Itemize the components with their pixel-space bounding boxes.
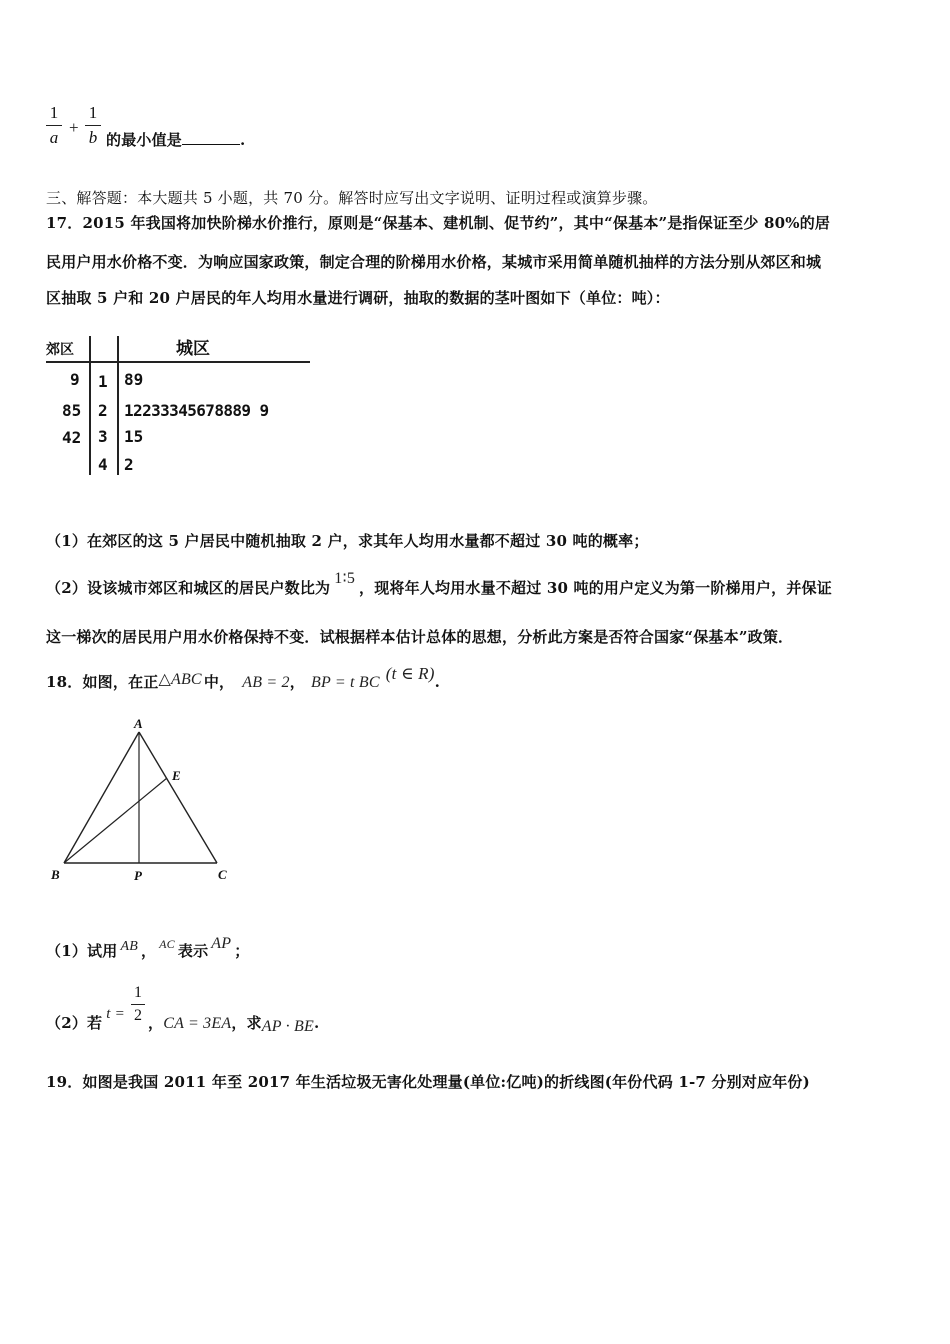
q18-intro-b: 中， — [203, 673, 235, 691]
stemleaf-right-header: 城区 — [176, 339, 210, 359]
q17-part2-a: （2）设该城市郊区和城区的居民户数比为 — [46, 579, 331, 597]
vec-ap: AP — [211, 935, 232, 952]
fraction-one-over-b — [85, 103, 101, 148]
stemleaf-row-1-left: 9 — [70, 370, 80, 389]
side-ab — [64, 732, 139, 863]
t-in-r: (t ∈ R) — [385, 664, 435, 683]
q18-intro-a: 18．如图，在正 — [46, 673, 159, 691]
q18-part1 — [46, 935, 250, 961]
q18-part2-rest — [148, 1012, 319, 1033]
frac2-num: 1 — [88, 103, 98, 122]
stemleaf-row-2-right: 12233345678889 9 — [124, 401, 269, 420]
label-c: C — [218, 867, 227, 882]
q18-comma: ， — [289, 673, 305, 691]
section3-heading: 三、解答题：本大题共 5 小题，共 70 分。解答时应写出文字说明、证明过程或演算步骤。 — [46, 189, 658, 207]
q17-part2-line1 — [46, 570, 832, 598]
min-value-text: 的最小值是 — [106, 131, 183, 149]
stemleaf-row-3-right: 15 — [124, 427, 144, 446]
fraction-one-half — [131, 984, 145, 1025]
stemleaf-row-4-right: 2 — [124, 455, 134, 474]
bp-eq: BP = t BC — [310, 674, 380, 691]
q17-part2-line2: 这一梯次的居民用户用水价格保持不变．试根据样本估计总体的思想，分析此方案是否符合国家“保基本”政策． — [46, 628, 794, 646]
q18-part1-sep: ， — [140, 942, 157, 960]
half-num: 1 — [134, 984, 142, 1001]
vec-ab: AB — [120, 939, 138, 954]
fraction-one-over-a — [46, 103, 62, 148]
q17-part2-b: ，现将年人均用水量不超过 30 吨的用户定义为第一阶梯用户，并保证 — [359, 579, 832, 597]
t-equals: t = — [106, 1006, 125, 1022]
q17-line1: 17．2015 年我国将加快阶梯水价推行，原则是“保基本、建机制、促节约”，其中“保基本”是指保证至少 80%的居 — [46, 214, 831, 232]
ab-eq: AB = 2 — [242, 674, 290, 691]
stemleaf-row-4-stem: 4 — [98, 455, 108, 474]
q18-part2-c: ，求 — [231, 1014, 262, 1032]
frac1-num: 1 — [49, 103, 59, 122]
q18-intro — [46, 664, 441, 692]
label-b: B — [51, 867, 60, 882]
stemleaf-left-header: 郊区 — [46, 342, 74, 358]
stemleaf-row-1-right: 89 — [124, 370, 144, 389]
half-den: 2 — [134, 1007, 142, 1024]
stemleaf-row-1-stem: 1 — [98, 372, 108, 391]
label-e: E — [172, 768, 181, 783]
q18-part2 — [46, 1006, 125, 1033]
min-value-end: . — [240, 131, 246, 149]
triangle-abc: △ABC — [158, 671, 202, 688]
side-ac — [139, 732, 217, 863]
frac2-den: b — [88, 128, 98, 147]
plus-sign: + — [69, 118, 79, 137]
frac1-den: a — [49, 128, 59, 147]
label-p: P — [134, 868, 142, 883]
q19-line1: 19．如图是我国 2011 年至 2017 年生活垃圾无害化处理量(单位:亿吨)的折线图(年份代码 1-7 分别对应年份) — [46, 1073, 810, 1091]
vec-ac: AC — [159, 937, 175, 951]
q17-line2: 民用户用水价格不变．为响应国家政策，制定合理的阶梯用水价格，某城市采用简单随机抽样的方法分别从郊区和城 — [46, 253, 822, 271]
q18-part1-a: （1）试用 — [46, 942, 118, 960]
ca-eq: CA = 3EA — [163, 1015, 232, 1032]
answer-blank — [182, 130, 240, 145]
q18-part2-end: . — [313, 1014, 320, 1032]
triangle-figure — [40, 710, 250, 890]
q17-line3: 区抽取 5 户和 20 户居民的年人均用水量进行调研，抽取的数据的茎叶图如下（单位：吨）： — [46, 289, 670, 307]
q18-part2-b: ， — [148, 1014, 164, 1032]
stemleaf-row-2-left: 85 — [62, 401, 82, 420]
q18-part2-a: （2）若 — [46, 1014, 103, 1032]
stemleaf-row-3-left: 42 — [62, 428, 82, 447]
q17-part1: （1）在郊区的这 5 户居民中随机抽取 2 户，求其年人均用水量都不超过 30 吨的概率； — [46, 532, 649, 550]
min-value-question — [106, 129, 245, 150]
stemleaf-row-3-stem: 3 — [98, 427, 108, 446]
stemleaf-row-2-stem: 2 — [98, 401, 108, 420]
ratio-value: 1∶5 — [334, 570, 356, 587]
q18-part1-end: ； — [234, 942, 250, 960]
segment-be — [64, 778, 167, 863]
label-a: A — [134, 716, 143, 731]
dot-product: AP · BE — [261, 1018, 314, 1035]
q18-end: . — [434, 673, 441, 691]
q18-part1-b: 表示 — [177, 942, 209, 960]
